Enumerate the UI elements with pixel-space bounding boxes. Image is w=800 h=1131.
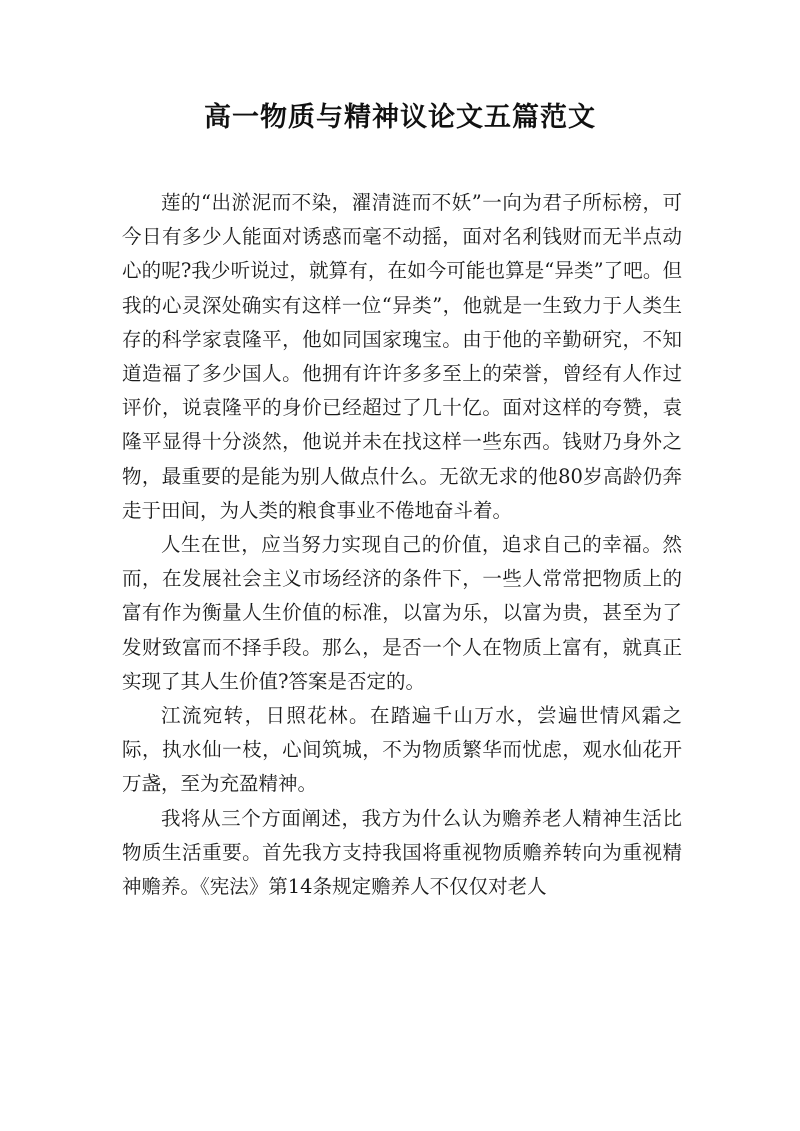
- paragraph-4: 我将从三个方面阐述，我方为什么认为赡养老人精神生活比物质生活重要。首先我方支持我国将重视物质赡养转向为重视精神赡养。《宪法》第14条规定赡养人不仅仅对老人: [122, 806, 682, 899]
- paragraph-2: 人生在世，应当努力实现自己的价值，追求自己的幸福。然而，在发展社会主义市场经济的条件下，一些人常常把物质上的富有作为衡量人生价值的标准，以富为乐，以富为贵，甚至为了发财致富而不择手段。那么，是否一个人在物质上富有，就真正实现了其人生价值?答案是否定的。: [122, 533, 682, 693]
- document-body: [122, 186, 682, 904]
- paragraph-1: 莲的“出淤泥而不染，濯清涟而不妖”一向为君子所标榜，可今日有多少人能面对诱惑而毫不动摇，面对名利钱财而无半点动心的呢?我少听说过，就算有，在如今可能也算是“异类”了吧。但我的心灵深处确实有这样一位“异类”，他就是一生致力于人类生存的科学家袁隆平，他如同国家瑰宝。由于他的辛勤研究，不知道造福了多少国人。他拥有许许多多至上的荣誉，曾经有人作过评价，说袁隆平的身价已经超过了几十亿。面对这样的夸赞，袁隆平显得十分淡然，他说并未在找这样一些东西。钱财乃身外之物，最重要的是能为别人做点什么。无欲无求的他80岁高龄仍奔走于田间，为人类的粮食事业不倦地奋斗着。: [122, 191, 682, 522]
- paragraph-3: 江流宛转，日照花林。在踏遍千山万水，尝遍世情风霜之际，执水仙一枝，心间筑城，不为物质繁华而忧虑，观水仙花开万盏，至为充盈精神。: [122, 704, 682, 796]
- document-title: 高一物质与精神议论文五篇范文: [204, 102, 596, 133]
